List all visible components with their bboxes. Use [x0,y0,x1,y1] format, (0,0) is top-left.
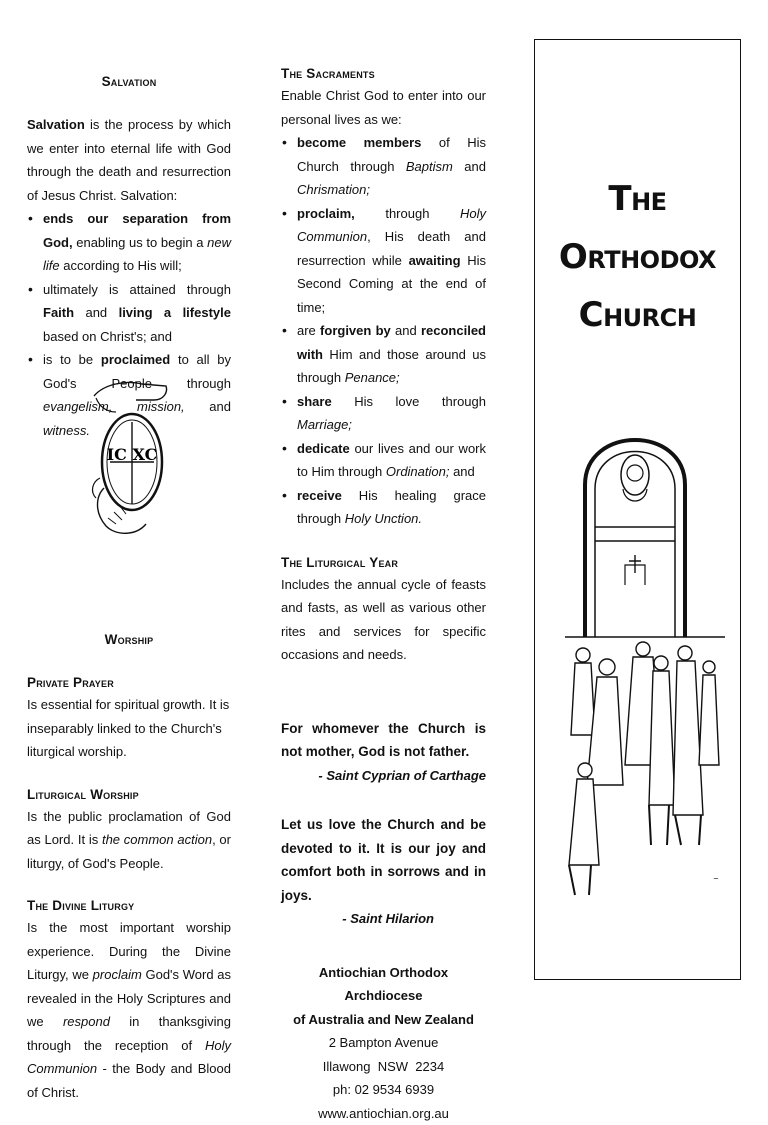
private-prayer-heading: Private Prayer [27,675,231,690]
sacraments-heading: The Sacraments [281,66,486,81]
liturgical-worship-text: Is the public proclamation of God as Lord. It is the common action, or liturgy, of God's People. [27,805,231,876]
svg-text:~: ~ [713,875,719,883]
salvation-intro: Salvation is the process by which we enter into eternal life with God through the death and resurrection of Jesus Christ. Salvation: [27,113,231,207]
column-left [27,66,231,1104]
liturgical-worship-heading: Liturgical Worship [27,787,231,802]
list-item: • ends our separation from God, enabling us to begin a new life according to His will; [43,207,231,278]
liturgical-year-heading: The Liturgical Year [281,555,486,570]
liturgical-worship-section [27,787,231,876]
quote-author: - Saint Cyprian of Carthage [281,764,486,788]
quote-author: - Saint Hilarion [281,907,486,931]
hands-holding-icon-illustration [86,378,170,544]
list-item: • share His love through Marriage; [297,390,486,437]
list-item: • ultimately is attained through Faith and living a lifestyle based on Christ's; and [43,278,231,349]
divine-liturgy-text: Is the most important worship experience. During the Divine Liturgy, we proclaim God's Word as revealed in the Holy Scriptures and we respond in thanksgiving through the reception of Holy Communion - the Body and Blood of Christ. [27,916,231,1104]
private-prayer-text: Is essential for spiritual growth. It is inseparably linked to the Church's liturgical worship. [27,693,231,764]
salvation-heading: Salvation [27,74,231,89]
cover-title-line2: Church [535,286,740,344]
sacraments-intro: Enable Christ God to enter into our personal lives as we: [281,84,486,131]
icxc-monogram: IC XC [107,445,158,464]
divine-liturgy-section [27,898,231,1104]
liturgical-year-text: Includes the annual cycle of feasts and fasts, as well as various other rites and services for specific occasions and needs. [281,573,486,667]
list-item: • become members of His Church through Baptism and Chrismation; [297,131,486,202]
contact-block [281,961,486,1125]
list-item: • are forgiven by and reconciled with Him and those around us through Penance; [297,319,486,390]
quote-text: For whomever the Church is not mother, God is not father. [281,717,486,764]
phone-number: ph: 02 9534 6939 [281,1078,486,1102]
address-line2: Illawong NSW 2234 [281,1055,486,1079]
org-name-line2: of Australia and New Zealand [281,1008,486,1032]
org-name-line1: Antiochian Orthodox Archdiocese [281,961,486,1008]
divine-liturgy-heading: The Divine Liturgy [27,898,231,913]
private-prayer-section [27,675,231,764]
list-item: • proclaim, through Holy Communion, His death and resurrection while awaiting His Second Coming at the end of time; [297,202,486,320]
sacraments-list [281,131,486,531]
cover-title-line1: The Orthodox [535,170,740,286]
cover-panel [534,39,741,980]
list-item: • is to be proclaimed to all by God's People through evangelism, mission, and witness. [43,348,231,442]
website: www.antiochian.org.au [281,1102,486,1125]
worship-heading: Worship [27,632,231,647]
church-doorway-illustration [565,405,725,905]
column-middle [281,66,486,1125]
cover-title [535,170,740,344]
address-line1: 2 Bampton Avenue [281,1031,486,1055]
list-item: • receive His healing grace through Holy Unction. [297,484,486,531]
quote-text: Let us love the Church and be devoted to it. It is our joy and comfort both in sorrows and in joys. [281,813,486,907]
list-item: • dedicate our lives and our work to Him through Ordination; and [297,437,486,484]
